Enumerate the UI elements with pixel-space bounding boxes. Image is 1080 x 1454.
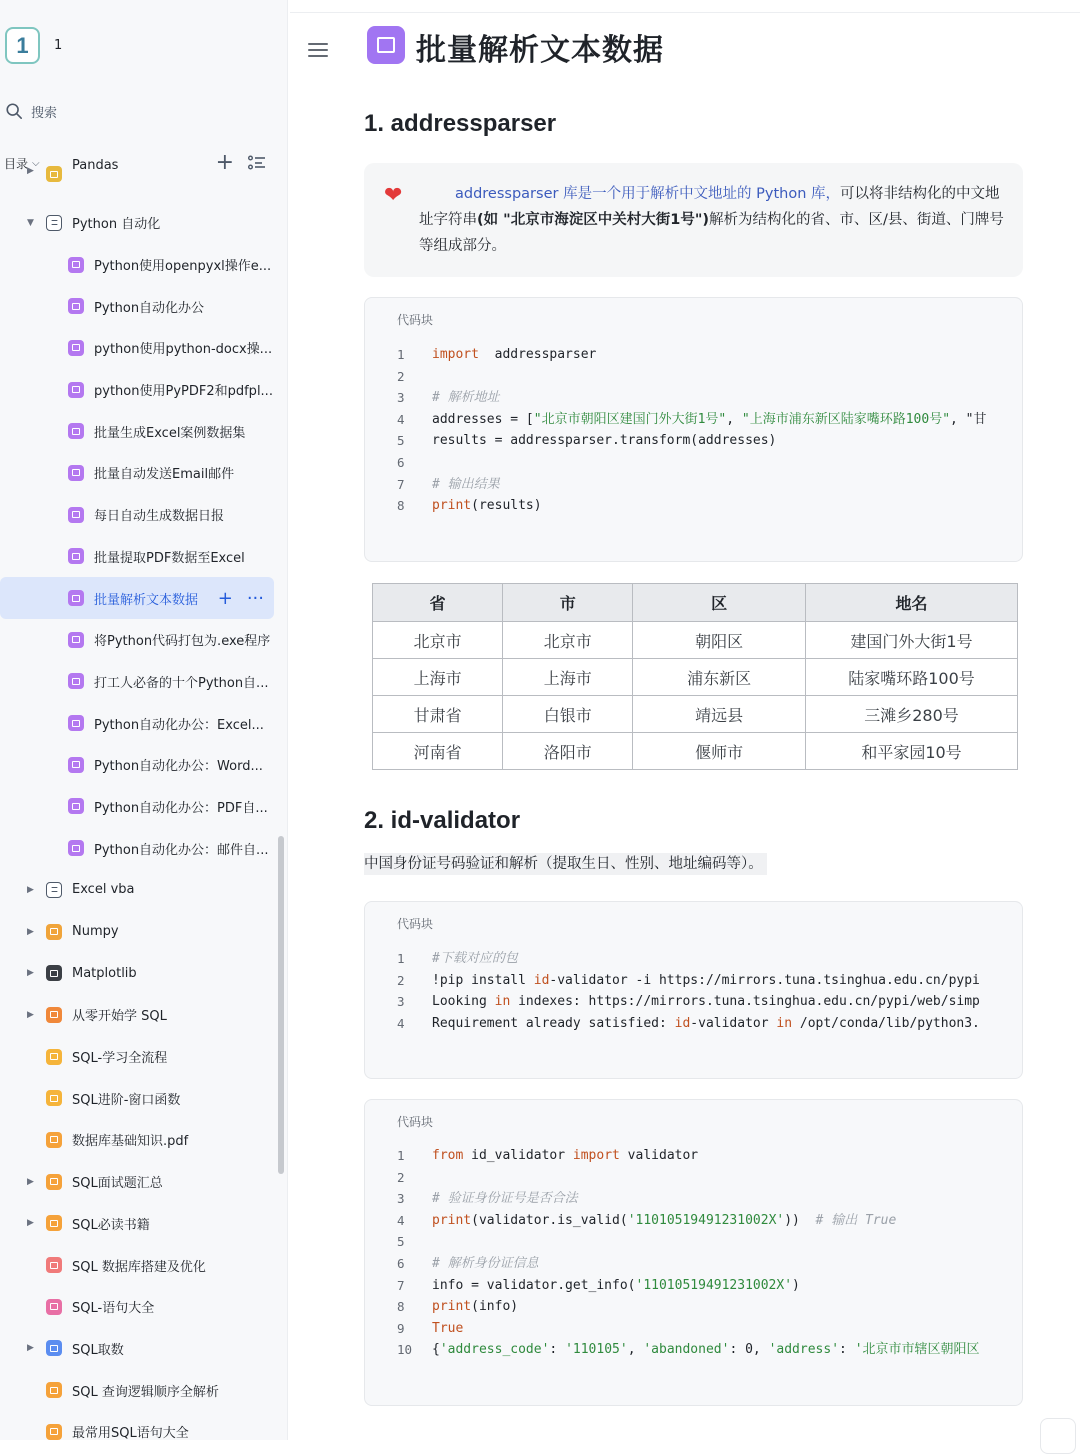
table-row xyxy=(373,733,1018,770)
collapse-caret-icon[interactable]: ▶ xyxy=(27,1343,34,1354)
code-line xyxy=(365,1167,1022,1189)
code-token: in xyxy=(494,994,511,1010)
code-line xyxy=(365,1188,1022,1210)
line-number: 3 xyxy=(397,994,405,1010)
sidebar-item[interactable] xyxy=(0,244,278,286)
code-token: import xyxy=(432,347,479,362)
line-number: 1 xyxy=(397,1148,405,1163)
table-row xyxy=(373,622,1018,659)
sidebar-item[interactable] xyxy=(0,494,278,536)
line-number: 9 xyxy=(397,1320,405,1336)
page-icon xyxy=(46,1132,62,1148)
line-number: 2 xyxy=(397,368,405,384)
sidebar-item-label: Python 自动化 xyxy=(72,217,161,233)
code-token: print xyxy=(432,1212,472,1228)
table-cell: 偃师市 xyxy=(633,733,806,770)
sidebar-item-label: Pandas xyxy=(72,158,119,173)
page-icon xyxy=(68,840,84,856)
sidebar-item-label: SQL 查询逻辑顺序全解析 xyxy=(72,1384,219,1400)
line-number: 6 xyxy=(397,1255,405,1271)
code-token: : 0, xyxy=(729,1342,769,1358)
code-line xyxy=(365,344,1022,366)
collapse-caret-icon[interactable]: ▶ xyxy=(27,884,34,895)
code-line xyxy=(365,495,1022,517)
page-title: 批量解析文本数据 xyxy=(416,33,664,68)
sidebar-item[interactable] xyxy=(0,786,278,828)
sidebar-item-label: 从零开始学 SQL xyxy=(72,1009,167,1025)
sidebar-item-label: Python自动化办公：Word... xyxy=(94,759,263,775)
add-icon[interactable]: + xyxy=(215,150,234,175)
code-line xyxy=(365,1318,1022,1340)
sidebar-item-label: 数据库基础知识.pdf xyxy=(72,1134,189,1150)
code-token: addresses = [ xyxy=(432,411,534,427)
top-divider xyxy=(290,12,1080,13)
add-child-icon[interactable]: + xyxy=(217,587,233,609)
sidebar-item[interactable] xyxy=(0,1203,278,1245)
table-cell: 白银市 xyxy=(503,696,633,733)
page-icon[interactable] xyxy=(367,26,405,64)
line-number: 3 xyxy=(397,1191,405,1207)
sidebar-item-label: Python使用openpyxl操作e... xyxy=(94,259,272,275)
sidebar-item-label: SQL必读书籍 xyxy=(72,1217,150,1233)
sidebar-item-label: SQL取数 xyxy=(72,1342,124,1358)
line-number: 10 xyxy=(397,1342,413,1358)
search-label: 搜索 xyxy=(31,105,58,121)
sidebar-item[interactable] xyxy=(0,369,278,411)
sidebar-scrollbar[interactable] xyxy=(278,836,284,1174)
sidebar-item[interactable] xyxy=(0,1036,278,1078)
code-block-3[interactable] xyxy=(364,1099,1023,1406)
sidebar-item[interactable] xyxy=(0,1077,278,1119)
code-line xyxy=(365,970,1022,992)
table-cell: 浦东新区 xyxy=(633,659,806,696)
sidebar-item-label: SQL-语句大全 xyxy=(72,1301,155,1317)
sidebar-item[interactable] xyxy=(0,1119,278,1161)
table-header-cell: 市 xyxy=(503,584,633,622)
code-token: 'abandoned' xyxy=(643,1342,730,1358)
heart-icon: ❤ xyxy=(384,183,403,208)
page-icon xyxy=(68,298,84,314)
page-icon xyxy=(68,507,84,523)
sidebar-item[interactable] xyxy=(0,577,274,619)
sidebar xyxy=(0,0,288,1440)
page-icon xyxy=(46,1174,62,1190)
code-token: from xyxy=(432,1148,464,1163)
code-block-caption: 代码块 xyxy=(397,1115,434,1129)
code-line xyxy=(365,1145,1022,1167)
code-line xyxy=(365,991,1022,1013)
sidebar-item-label: python使用PyPDF2和pdfpl... xyxy=(94,384,273,400)
line-number: 6 xyxy=(397,454,405,470)
page-icon xyxy=(46,1090,62,1106)
code-token: (validator.is_valid( xyxy=(471,1212,628,1228)
page-icon xyxy=(68,423,84,439)
code-token: "北京市朝阳区建国门外大街1号" xyxy=(533,411,727,427)
code-token: id xyxy=(533,972,550,988)
sidebar-item[interactable] xyxy=(0,202,278,244)
sidebar-item[interactable] xyxy=(0,619,278,661)
line-number: 7 xyxy=(397,1277,405,1293)
workspace-name[interactable]: 1 xyxy=(54,38,63,53)
code-line xyxy=(365,1253,1022,1275)
code-token: : xyxy=(549,1342,566,1358)
page-icon xyxy=(46,965,62,981)
line-number: 2 xyxy=(397,972,405,988)
sidebar-item[interactable] xyxy=(0,827,278,869)
line-number: 4 xyxy=(397,1015,405,1031)
search-bar[interactable] xyxy=(5,98,275,124)
sidebar-item-label: SQL 数据库搭建及优化 xyxy=(72,1259,206,1275)
code-token: '11010519491231002X' xyxy=(627,1212,785,1228)
code-token: (results) xyxy=(471,498,542,514)
line-number: 4 xyxy=(397,411,405,427)
page-icon xyxy=(68,548,84,564)
page-icon xyxy=(68,465,84,481)
line-number: 8 xyxy=(397,498,405,514)
code-token: 'address_code' xyxy=(439,1342,550,1358)
collapse-caret-icon[interactable]: ▶ xyxy=(27,1009,34,1020)
sidebar-item-label: 批量解析文本数据 xyxy=(94,592,199,608)
line-number: 1 xyxy=(397,951,405,966)
page-icon xyxy=(46,1007,62,1023)
page-icon xyxy=(68,757,84,773)
workspace-header[interactable] xyxy=(5,27,62,64)
more-icon[interactable]: ··· xyxy=(246,587,264,609)
code-line xyxy=(365,1210,1022,1232)
sidebar-item[interactable] xyxy=(0,410,278,452)
line-number: 2 xyxy=(397,1169,405,1185)
code-token: Looking xyxy=(432,994,495,1010)
page-icon xyxy=(46,1299,62,1315)
page-icon xyxy=(68,673,84,689)
code-line xyxy=(365,387,1022,409)
workspace-logo[interactable]: 1 xyxy=(5,27,40,64)
table-cell: 和平家园10号 xyxy=(806,733,1018,770)
code-line xyxy=(365,1339,1022,1361)
sidebar-item-label: SQL-学习全流程 xyxy=(72,1051,168,1067)
page-icon xyxy=(46,1340,62,1356)
page-icon xyxy=(46,1382,62,1398)
expand-caret-icon[interactable]: ▼ xyxy=(27,217,34,228)
sidebar-item[interactable] xyxy=(0,994,278,1036)
sidebar-item-label: python使用python-docx操... xyxy=(94,342,273,358)
page-icon xyxy=(68,590,84,606)
collapse-caret-icon[interactable]: ▶ xyxy=(27,926,34,937)
sidebar-item-label: 每日自动生成数据日报 xyxy=(94,509,225,525)
page-icon xyxy=(46,166,62,182)
table-cell: 上海市 xyxy=(373,659,503,696)
sidebar-item[interactable] xyxy=(0,1161,278,1203)
sidebar-item[interactable] xyxy=(0,536,278,578)
code-token: # 输出结果 xyxy=(432,476,500,492)
code-line xyxy=(365,452,1022,474)
code-token: # 验证身份证号是否合法 xyxy=(432,1191,578,1207)
code-token: , xyxy=(726,411,742,427)
table-header-cell: 区 xyxy=(633,584,806,622)
code-token: )) xyxy=(784,1212,816,1228)
table-cell: 陆家嘴环路100号 xyxy=(806,659,1018,696)
line-number: 4 xyxy=(397,1212,405,1228)
sidebar-item-label: 最常用SQL语句大全 xyxy=(72,1426,189,1442)
code-token: !pip install xyxy=(432,972,534,988)
collapse-caret-icon[interactable]: ▶ xyxy=(27,1176,34,1187)
code-token: id xyxy=(674,1015,691,1031)
code-line xyxy=(365,1231,1022,1253)
page-icon xyxy=(68,715,84,731)
page-icon xyxy=(46,1257,62,1273)
sidebar-item[interactable] xyxy=(0,285,278,327)
code-token: '11010519491231002X' xyxy=(635,1277,793,1293)
code-line xyxy=(365,474,1022,496)
document-icon xyxy=(46,882,62,898)
table-cell: 河南省 xyxy=(373,733,503,770)
code-token: -validator -i https://mirrors.tuna.tsinghua.edu.cn/pypi xyxy=(549,972,980,988)
code-block-caption: 代码块 xyxy=(397,313,434,327)
page-icon xyxy=(46,1424,62,1440)
menu-icon[interactable] xyxy=(308,41,328,59)
page-icon xyxy=(46,924,62,940)
table-cell: 洛阳市 xyxy=(503,733,633,770)
code-token: #下载对应的包 xyxy=(432,951,518,966)
sidebar-item-label: 批量自动发送Email邮件 xyxy=(94,467,235,483)
document-icon xyxy=(46,215,62,231)
table-cell: 北京市 xyxy=(373,622,503,659)
code-token: id_validator xyxy=(463,1148,573,1163)
sidebar-item[interactable] xyxy=(0,1244,278,1286)
sidebar-item-label: 批量生成Excel案例数据集 xyxy=(94,425,246,441)
code-token: : xyxy=(839,1342,855,1358)
page-icon xyxy=(68,382,84,398)
code-token: -validator xyxy=(690,1015,777,1031)
line-number: 5 xyxy=(397,1234,405,1250)
line-number: 5 xyxy=(397,433,405,449)
sidebar-item[interactable] xyxy=(0,327,278,369)
code-token: , "甘 xyxy=(950,411,987,427)
table-cell: 靖远县 xyxy=(633,696,806,733)
code-token: addressparser xyxy=(478,347,597,362)
code-token: print xyxy=(432,498,472,514)
sidebar-item-label: Excel vba xyxy=(72,882,135,898)
sidebar-item-label: SQL面试题汇总 xyxy=(72,1176,163,1192)
section-heading-addressparser: 1. addressparser xyxy=(364,110,557,137)
line-number: 8 xyxy=(397,1299,405,1315)
chevron-down-icon[interactable]: ⌵ xyxy=(32,157,40,169)
section-description: 中国身份证号码验证和解析（提取生日、性别、地址编码等）。 xyxy=(364,853,767,875)
sidebar-item[interactable] xyxy=(0,702,278,744)
search-icon xyxy=(5,102,23,120)
table-cell: 甘肃省 xyxy=(373,696,503,733)
code-token: info = validator.get_info( xyxy=(432,1277,636,1293)
floating-action-button[interactable] xyxy=(1040,1418,1076,1454)
code-line xyxy=(365,1296,1022,1318)
code-token: in xyxy=(776,1015,793,1031)
sidebar-item-label: Matplotlib xyxy=(72,965,137,981)
sidebar-item[interactable] xyxy=(0,1328,278,1370)
code-line xyxy=(365,948,1022,970)
table-cell: 北京市 xyxy=(503,622,633,659)
code-line xyxy=(365,409,1022,431)
line-number: 3 xyxy=(397,390,405,406)
page-icon xyxy=(68,340,84,356)
sidebar-item[interactable] xyxy=(0,952,278,994)
code-block-caption: 代码块 xyxy=(397,917,434,931)
table-row xyxy=(373,659,1018,696)
code-token: Requirement already satisfied: xyxy=(432,1015,675,1031)
table-cell: 建国门外大街1号 xyxy=(806,622,1018,659)
code-token: indexes: https://mirrors.tuna.tsinghua.edu.cn/pypi/web/simp xyxy=(510,994,980,1010)
code-token: # 输出 True xyxy=(815,1212,897,1228)
page-icon xyxy=(68,257,84,273)
code-token: # 解析地址 xyxy=(432,390,500,406)
toc-label[interactable]: 目录 xyxy=(4,156,29,171)
code-token: validator xyxy=(619,1148,699,1163)
sidebar-item[interactable] xyxy=(0,1411,278,1453)
page-icon xyxy=(68,632,84,648)
callout-text: addressparser 库是一个用于解析中文地址的 Python 库，可以将非结构化的中文地址字符串(如 "北京市海淀区中关村大街1号")解析为结构化的省、市、区/县、街道、门牌号等组成部分。 xyxy=(419,186,1004,254)
collapse-caret-icon[interactable]: ▶ xyxy=(27,166,34,176)
sidebar-item[interactable] xyxy=(0,1286,278,1328)
collapse-caret-icon[interactable]: ▶ xyxy=(27,968,34,979)
sidebar-item[interactable] xyxy=(0,911,278,953)
sidebar-item-label: Python自动化办公 xyxy=(94,300,205,316)
line-number: 7 xyxy=(397,476,405,492)
code-token: , xyxy=(627,1342,644,1358)
code-token: '北京市市辖区朝阳区 xyxy=(854,1342,980,1358)
sidebar-item-label: 批量提取PDF数据至Excel xyxy=(94,550,245,566)
callout-block xyxy=(364,163,1023,277)
collapse-caret-icon[interactable]: ▶ xyxy=(27,1218,34,1229)
sidebar-item-label: Numpy xyxy=(72,924,119,940)
section-heading-id-validator: 2. id-validator xyxy=(364,807,521,834)
sidebar-item-label: Python自动化办公：Excel... xyxy=(94,717,264,733)
sidebar-item[interactable] xyxy=(0,869,278,911)
sidebar-item[interactable] xyxy=(0,744,278,786)
code-line xyxy=(365,366,1022,388)
sidebar-item-label: 打工人必备的十个Python自... xyxy=(94,675,269,691)
sidebar-item-label: Python自动化办公：邮件自... xyxy=(94,842,269,858)
code-token: (info) xyxy=(471,1299,519,1315)
code-line xyxy=(365,430,1022,452)
table-cell: 朝阳区 xyxy=(633,622,806,659)
code-token: 'address' xyxy=(768,1342,840,1358)
sidebar-item[interactable] xyxy=(0,661,278,703)
code-line xyxy=(365,1275,1022,1297)
sidebar-item-label: SQL进阶-窗口函数 xyxy=(72,1092,181,1108)
page-icon xyxy=(46,1049,62,1065)
code-token: True xyxy=(432,1320,464,1336)
code-token: import xyxy=(572,1148,620,1163)
code-block-1[interactable] xyxy=(364,297,1023,562)
table-row xyxy=(373,696,1018,733)
code-token: "上海市浦东新区陆家嘴环路100号" xyxy=(741,411,951,427)
line-number: 1 xyxy=(397,347,405,362)
code-token: { xyxy=(432,1342,440,1358)
code-token: results = addressparser.transform(addresses) xyxy=(432,433,777,449)
code-token: ) xyxy=(792,1277,800,1293)
sidebar-item-label: 将Python代码打包为.exe程序 xyxy=(94,634,271,650)
page-icon xyxy=(46,1215,62,1231)
code-token: # 解析身份证信息 xyxy=(432,1255,539,1271)
code-block-2[interactable] xyxy=(364,901,1023,1079)
page-icon xyxy=(68,798,84,814)
sidebar-item-label: Python自动化办公：PDF自... xyxy=(94,800,268,816)
code-token: print xyxy=(432,1299,472,1315)
table-header-cell: 省 xyxy=(373,584,503,622)
table-cell: 上海市 xyxy=(503,659,633,696)
code-token: '110105' xyxy=(565,1342,628,1358)
sidebar-item[interactable] xyxy=(0,1369,278,1411)
code-token: /opt/conda/lib/python3. xyxy=(792,1015,980,1031)
table-header-cell: 地名 xyxy=(806,584,1018,622)
sidebar-item[interactable] xyxy=(0,452,278,494)
code-line xyxy=(365,1013,1022,1035)
table-cell: 三滩乡280号 xyxy=(806,696,1018,733)
address-table xyxy=(372,583,1018,770)
